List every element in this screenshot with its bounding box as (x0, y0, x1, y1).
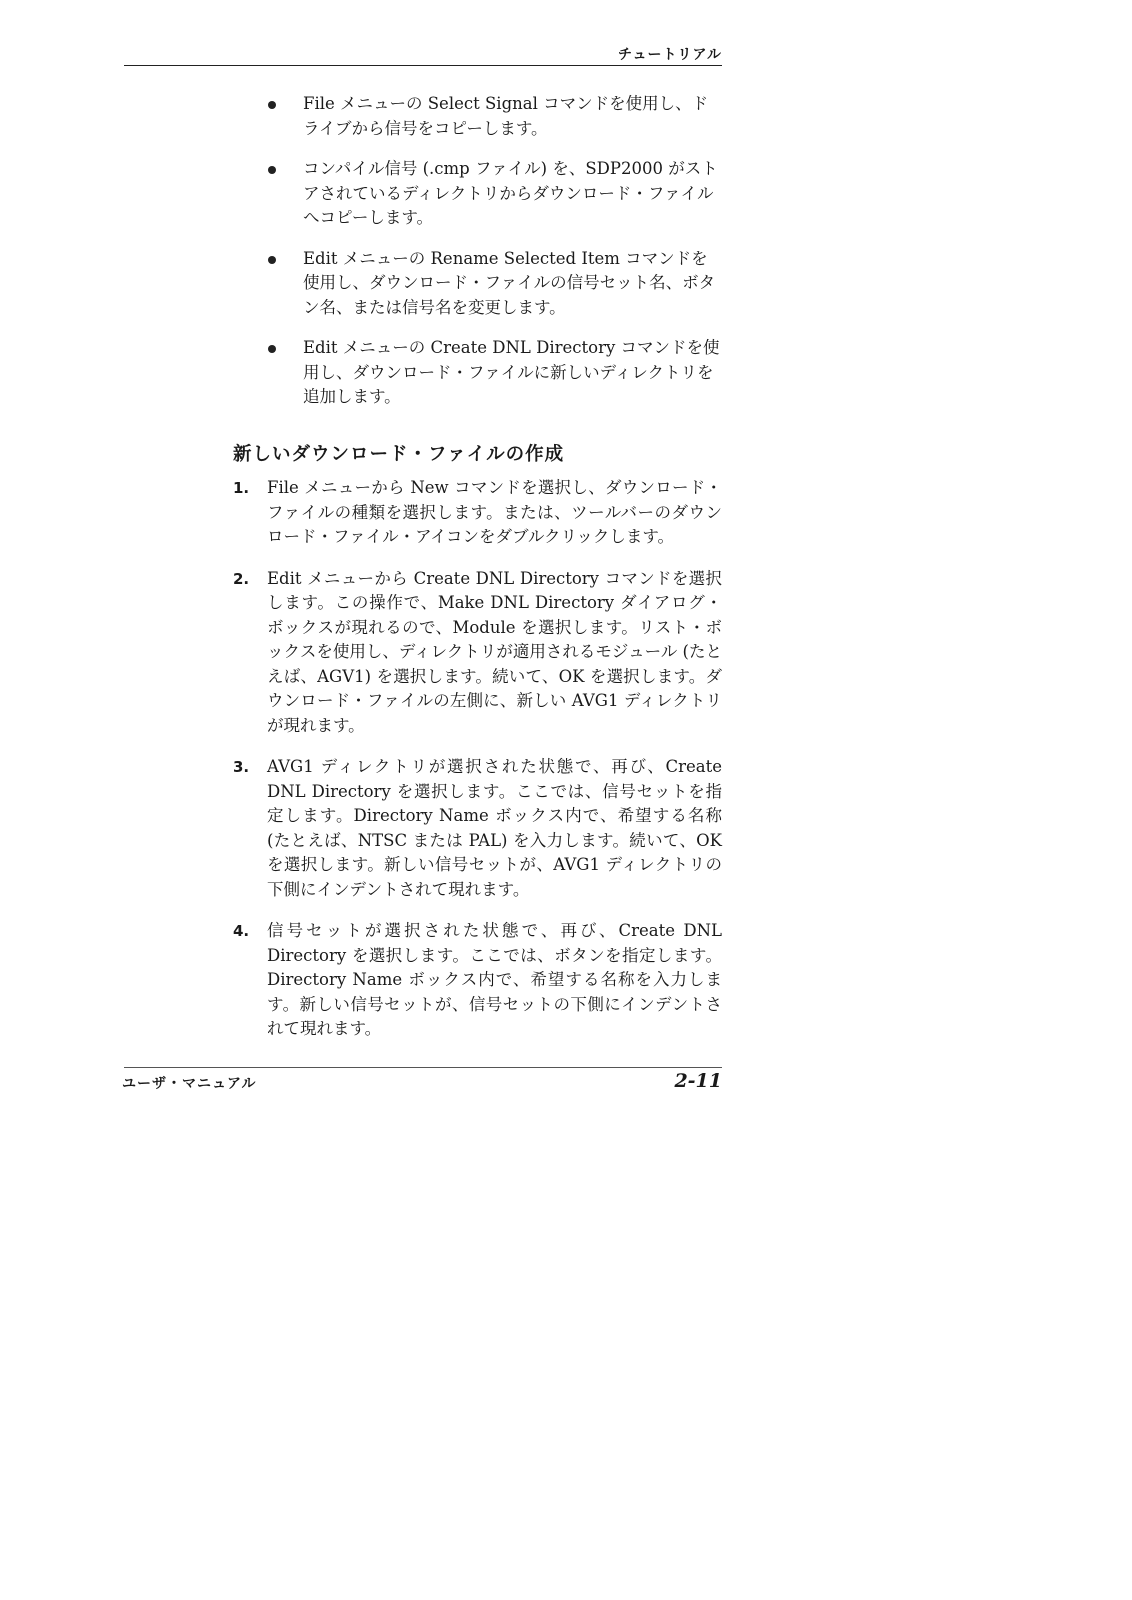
bullet-item (264, 247, 722, 321)
bullet-dot-icon (268, 166, 276, 174)
bullet-text: Edit メニューの Create DNL Directory コマンドを使用し、ダウンロード・ファイルに新しいディレクトリを追加します。 (303, 338, 720, 406)
header-rule (124, 65, 722, 66)
step-item (233, 567, 722, 739)
bullet-list (264, 92, 722, 426)
bullet-dot-icon (268, 101, 276, 109)
step-number: 2. (233, 569, 250, 588)
running-header: チュートリアル (617, 47, 722, 63)
bullet-text: コンパイル信号 (.cmp ファイル) を、SDP2000 がストアされているディレクトリからダウンロード・ファイルへコピーします。 (303, 159, 718, 227)
numbered-steps (233, 476, 722, 1059)
step-item (233, 755, 722, 902)
step-text: File メニューから New コマンドを選択し、ダウンロード・ファイルの種類を選択します。または、ツールバーのダウンロード・ファイル・アイコンをダブルクリックします。 (267, 478, 722, 546)
bullet-dot-icon (268, 345, 276, 353)
bullet-text: File メニューの Select Signal コマンドを使用し、ドライブから信号をコピーします。 (303, 94, 709, 138)
step-number: 4. (233, 922, 250, 940)
step-text: AVG1 ディレクトリが選択された状態で、再び、Create DNL Directory を選択します。ここでは、信号セットを指定します。Directory Name ボックス内で、希望する名称 (たとえば、NTSC または PAL) を入力します。続いて、OK を選択します。新しい信号セットが、AVG1 ディレクトリの下側にインデントされて現れます。 (267, 757, 722, 899)
bullet-item (264, 157, 722, 231)
step-text: Edit メニューから Create DNL Directory コマンドを選択します。この操作で、Make DNL Directory ダイアログ・ボックスが現れるので、Module を選択します。リスト・ボックスを使用し、ディレクトリが適用されるモジュール (たとえば、AGV1) を選択します。続いて、OK を選択します。ダウンロード・ファイルの左側に、新しい AVG1 ディレクトリが現れます。 (267, 568, 722, 735)
step-number: 3. (233, 758, 250, 776)
footer-manual-label: ユーザ・マニュアル (122, 1076, 257, 1092)
step-item (233, 919, 722, 1042)
section-heading: 新しいダウンロード・ファイルの作成 (233, 444, 565, 465)
bullet-text: Edit メニューの Rename Selected Item コマンドを使用し、ダウンロード・ファイルの信号セット名、ボタン名、または信号名を変更します。 (303, 248, 716, 317)
bullet-item (264, 92, 722, 141)
step-number: 1. (233, 479, 250, 497)
footer-rule (124, 1067, 722, 1068)
bullet-dot-icon (268, 256, 276, 264)
step-item (233, 476, 722, 550)
step-text: 信号セットが選択された状態で、再び、Create DNL Directory を選択します。ここでは、ボタンを指定します。Directory Name ボックス内で、希望する名称を入力します。新しい信号セットが、信号セットの下側にインデントされて現れます。 (267, 921, 722, 1038)
page-number: 2-11 (674, 1070, 722, 1092)
bullet-item (264, 336, 722, 410)
